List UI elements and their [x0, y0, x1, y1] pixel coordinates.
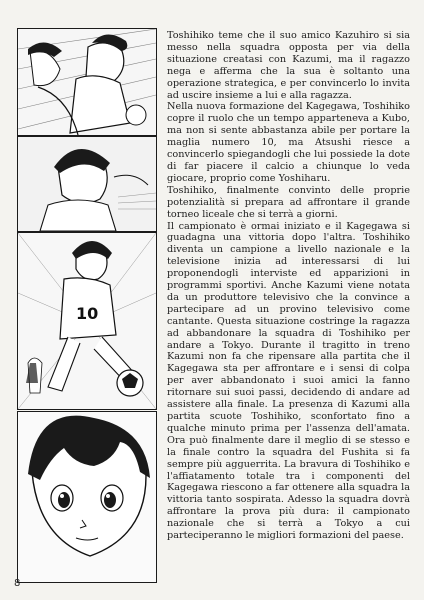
article-text — [167, 30, 410, 542]
svg-text:10: 10 — [76, 304, 99, 323]
article-paragraph-1: Toshihiko teme che il suo amico Kazuhiro si sia messo nella squadra opposta per via della situazione creatasi con Kazumi, ma il ragazzo nega e afferma che la sua è soltanto una operazione strategica, e per convincerlo lo invita ad uscire insieme a lui e alla ragazza. — [167, 30, 410, 101]
manga-panel-4-artwork — [18, 412, 156, 582]
manga-panel-4 — [17, 411, 157, 583]
page-number: 8 — [14, 578, 21, 589]
manga-panels-column — [17, 28, 160, 588]
manga-panel-2-artwork — [18, 137, 156, 231]
manga-panel-3 — [17, 232, 157, 410]
manga-panel-1-artwork — [18, 29, 156, 135]
article-paragraph-2: Nella nuova formazione del Kagegawa, Toshihiko copre il ruolo che un tempo apparteneva a Kubo, ma non si sente abbastanza abile per portare la maglia numero 10, ma Atsushi riesce a convincerlo spiegandogli che lui possiede la dote di far piacere il calcio a chiunque lo veda giocare, proprio come Yoshiharu. — [167, 101, 410, 184]
manga-panel-3-artwork — [18, 233, 156, 409]
manga-panel-2 — [17, 136, 157, 232]
manga-panel-1 — [17, 28, 157, 136]
article-paragraph-3: Toshihiko, finalmente convinto delle proprie potenzialità si prepara ad affrontare il grande torneo liceale che si terrà a giorni. — [167, 184, 410, 220]
article-paragraph-4: Il campionato è ormai iniziato e il Kagegawa si guadagna una vittoria dopo l'altra. Toshihiko diventa un campione a livello nazionale e la televisione inizia ad interessarsi di lui proponendogli interviste ed apparizioni in programmi sportivi. Anche Kazumi viene notata da un produttore televisivo che la convince a partecipare ad un provino televisivo come cantante. Questa situazione costringe la ragazza ad abbandonare la squadra di Toshihiko per andare a Tokyo. Durante il tragitto in treno Kazumi non fa che ripensare alla partita che il Kagegawa sta per affrontare e i sensi di colpa per aver abbandonato i suoi amici la fanno ritornare sui suoi passi, decidendo di andare ad assistere alla finale. La presenza di Kazumi alla partita scuote Toshihiko, sconfortato fino a qualche minuto prima per l'assenza dell'amata. Ora può finalmente dare il meglio di se stesso e la finale contro la squadra del Fushita si fa sempre più agguerrita. La bravura di Toshihiko e l'affiatamento totale tra i componenti del Kagegawa riescono a far ottenere alla squadra la vittoria tanto sospirata. Adesso la squadra dovrà affrontare la prova più dura: il campionato nazionale che si terrà a Tokyo a cui parteciperanno le migliori formazioni del paese. — [167, 220, 410, 542]
